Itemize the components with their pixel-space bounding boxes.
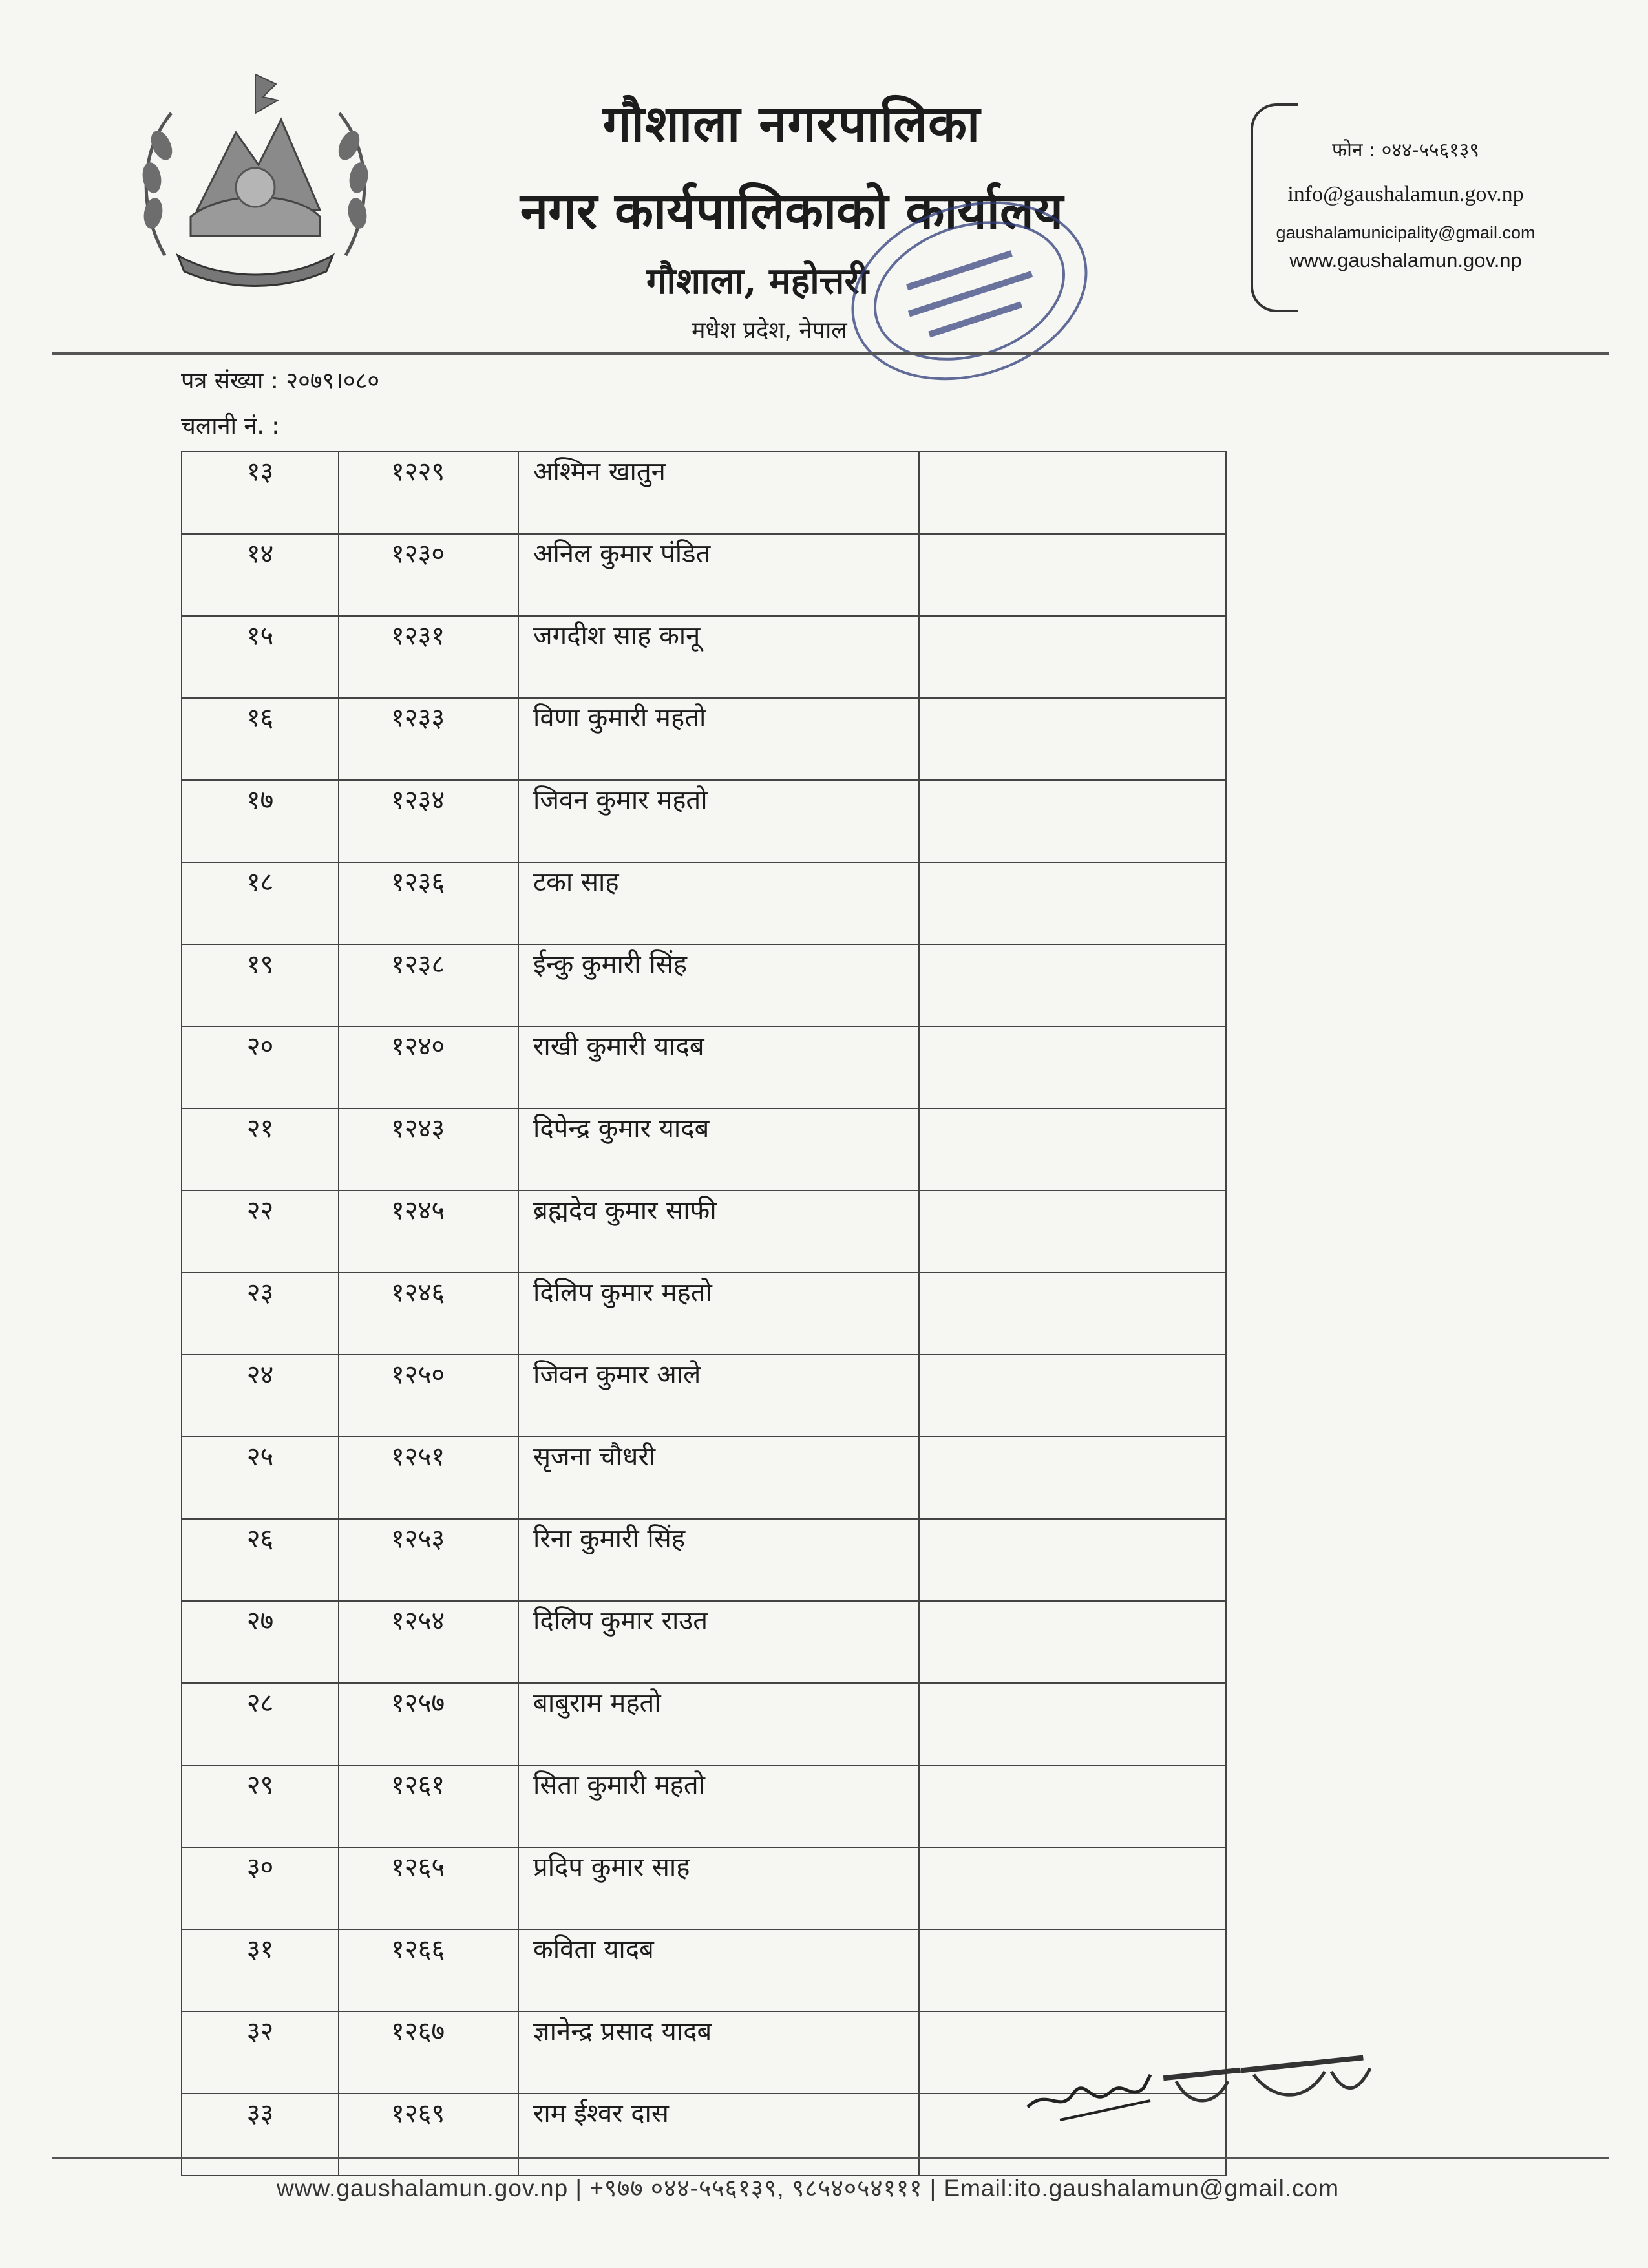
- serial-number-cell: ३२: [182, 2011, 339, 2093]
- name-cell: अनिल कुमार पंडित: [518, 534, 919, 616]
- remarks-cell: [919, 1683, 1226, 1765]
- remarks-cell: [919, 616, 1226, 698]
- table-row: [182, 1847, 1226, 1929]
- serial-number-cell: १७: [182, 780, 339, 862]
- office-title: गौशाला नगरपालिका: [602, 94, 981, 153]
- table-row: [182, 862, 1226, 944]
- table-row: [182, 616, 1226, 698]
- table-row: [182, 1437, 1226, 1519]
- name-cell: दिलिप कुमार राउत: [518, 1601, 919, 1683]
- serial-number-cell: १९: [182, 944, 339, 1026]
- header-divider: [52, 352, 1609, 355]
- remarks-cell: [919, 1191, 1226, 1273]
- registration-number-cell: १२६६: [339, 1929, 518, 2011]
- table-row: [182, 1191, 1226, 1273]
- remarks-cell: [919, 1108, 1226, 1191]
- table-row: [182, 944, 1226, 1026]
- registration-number-cell: १२३३: [339, 698, 518, 780]
- name-cell: जिवन कुमार महतो: [518, 780, 919, 862]
- serial-number-cell: ३१: [182, 1929, 339, 2011]
- registration-number-cell: १२६९: [339, 2093, 518, 2176]
- serial-number-cell: २९: [182, 1765, 339, 1847]
- registration-number-cell: १२३६: [339, 862, 518, 944]
- remarks-cell: [919, 1847, 1226, 1929]
- serial-number-cell: २५: [182, 1437, 339, 1519]
- serial-number-cell: १६: [182, 698, 339, 780]
- nepal-emblem-icon: [126, 61, 385, 307]
- remarks-cell: [919, 452, 1226, 534]
- name-cell: ईन्कु कुमारी सिंह: [518, 944, 919, 1026]
- serial-number-cell: १५: [182, 616, 339, 698]
- contact-email: info@gaushalamun.gov.np: [1287, 182, 1524, 206]
- footer-contact: www.gaushalamun.gov.np | +९७७ ०४४-५५६१३९, ९८५४०५४१११ | Email:ito.gaushalamun@gmail.com: [276, 2175, 1340, 2201]
- serial-number-cell: २३: [182, 1273, 339, 1355]
- registration-number-cell: १२५३: [339, 1519, 518, 1601]
- registration-number-cell: १२६५: [339, 1847, 518, 1929]
- name-cell: दिलिप कुमार महतो: [518, 1273, 919, 1355]
- registration-number-cell: १२४३: [339, 1108, 518, 1191]
- name-cell: प्रदिप कुमार साह: [518, 1847, 919, 1929]
- remarks-cell: [919, 1437, 1226, 1519]
- remarks-cell: [919, 1026, 1226, 1108]
- table-row: [182, 1355, 1226, 1437]
- serial-number-cell: २१: [182, 1108, 339, 1191]
- registration-number-cell: १२४५: [339, 1191, 518, 1273]
- name-cell: ब्रह्मदेव कुमार साफी: [518, 1191, 919, 1273]
- name-cell: विणा कुमारी महतो: [518, 698, 919, 780]
- registration-number-cell: १२५७: [339, 1683, 518, 1765]
- table-row: [182, 452, 1226, 534]
- table-row: [182, 1683, 1226, 1765]
- registration-number-cell: १२२९: [339, 452, 518, 534]
- registration-number-cell: १२३८: [339, 944, 518, 1026]
- serial-number-cell: २६: [182, 1519, 339, 1601]
- registration-number-cell: १२५१: [339, 1437, 518, 1519]
- serial-number-cell: २०: [182, 1026, 339, 1108]
- serial-number-cell: १८: [182, 862, 339, 944]
- signature-icon: [1021, 2055, 1383, 2126]
- remarks-cell: [919, 1601, 1226, 1683]
- name-cell: राम ईश्वर दास: [518, 2093, 919, 2176]
- serial-number-cell: २४: [182, 1355, 339, 1437]
- serial-number-cell: ३०: [182, 1847, 339, 1929]
- registration-number-cell: १२४६: [339, 1273, 518, 1355]
- serial-number-cell: १४: [182, 534, 339, 616]
- contact-bracket: [1251, 103, 1298, 312]
- registration-number-cell: १२५०: [339, 1355, 518, 1437]
- registration-number-cell: १२४०: [339, 1026, 518, 1108]
- contact-gmail: gaushalamunicipality@gmail.com: [1276, 223, 1536, 242]
- footer-divider: [52, 2157, 1609, 2159]
- serial-number-cell: २८: [182, 1683, 339, 1765]
- table-row: [182, 1108, 1226, 1191]
- remarks-cell: [919, 944, 1226, 1026]
- registration-number-cell: १२५४: [339, 1601, 518, 1683]
- name-cell: बाबुराम महतो: [518, 1683, 919, 1765]
- remarks-cell: [919, 1765, 1226, 1847]
- name-cell: सृजना चौधरी: [518, 1437, 919, 1519]
- office-province: मधेश प्रदेश, नेपाल: [692, 317, 847, 344]
- table-row: [182, 1765, 1226, 1847]
- remarks-cell: [919, 780, 1226, 862]
- name-cell: रिना कुमारी सिंह: [518, 1519, 919, 1601]
- name-cell: ज्ञानेन्द्र प्रसाद यादब: [518, 2011, 919, 2093]
- serial-number-cell: २२: [182, 1191, 339, 1273]
- table-row: [182, 1026, 1226, 1108]
- table-row: [182, 1273, 1226, 1355]
- letter-reference-number: पत्र संख्या : २०७९।०८०: [181, 368, 380, 394]
- table-row: [182, 534, 1226, 616]
- office-stamp-icon: [821, 194, 1105, 401]
- remarks-cell: [919, 1519, 1226, 1601]
- candidate-list-table: [181, 451, 1227, 2176]
- serial-number-cell: ३३: [182, 2093, 339, 2176]
- remarks-cell: [919, 1355, 1226, 1437]
- name-cell: जगदीश साह कानू: [518, 616, 919, 698]
- contact-phone: फोन : ०४४-५५६१३९: [1332, 139, 1479, 162]
- office-subtitle: नगर कार्यपालिकाको कार्यालय: [520, 182, 1064, 240]
- name-cell: सिता कुमारी महतो: [518, 1765, 919, 1847]
- table-row: [182, 1519, 1226, 1601]
- serial-number-cell: २७: [182, 1601, 339, 1683]
- table-row: [182, 698, 1226, 780]
- table-row: [182, 1601, 1226, 1683]
- registration-number-cell: १२३१: [339, 616, 518, 698]
- remarks-cell: [919, 698, 1226, 780]
- name-cell: राखी कुमारी यादब: [518, 1026, 919, 1108]
- name-cell: टका साह: [518, 862, 919, 944]
- remarks-cell: [919, 862, 1226, 944]
- name-cell: दिपेन्द्र कुमार यादब: [518, 1108, 919, 1191]
- registration-number-cell: १२६७: [339, 2011, 518, 2093]
- registration-number-cell: १२६१: [339, 1765, 518, 1847]
- name-cell: जिवन कुमार आले: [518, 1355, 919, 1437]
- office-location: गौशाला, महोत्तरी: [646, 260, 869, 302]
- name-cell: अश्मिन खातुन: [518, 452, 919, 534]
- serial-number-cell: १३: [182, 452, 339, 534]
- remarks-cell: [919, 1929, 1226, 2011]
- contact-website: www.gaushalamun.gov.np: [1289, 249, 1522, 271]
- remarks-cell: [919, 1273, 1226, 1355]
- table-row: [182, 780, 1226, 862]
- remarks-cell: [919, 534, 1226, 616]
- registration-number-cell: १२३४: [339, 780, 518, 862]
- registration-number-cell: १२३०: [339, 534, 518, 616]
- table-row: [182, 1929, 1226, 2011]
- name-cell: कविता यादब: [518, 1929, 919, 2011]
- dispatch-number-label: चलानी नं. :: [181, 413, 280, 440]
